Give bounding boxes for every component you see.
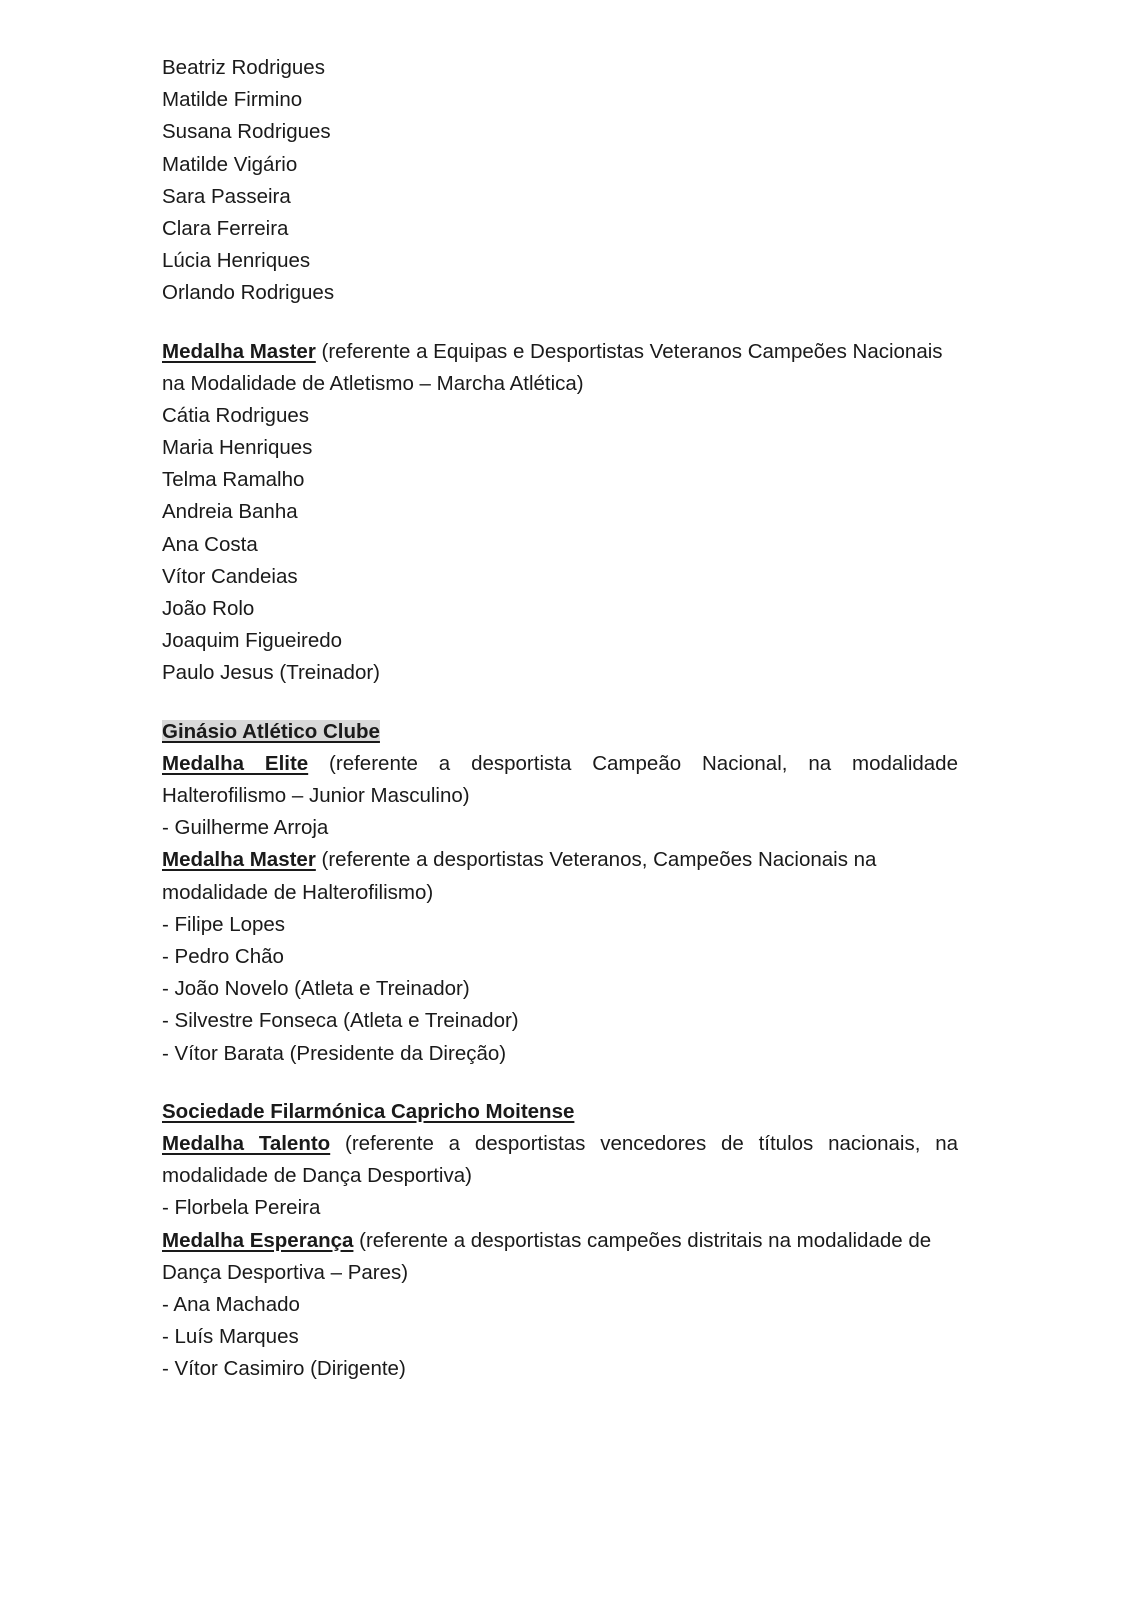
- list-item: Ana Costa: [162, 532, 258, 556]
- list-item: - Ana Machado: [162, 1292, 300, 1316]
- list-item: Maria Henriques: [162, 436, 313, 460]
- list-item: - Vítor Barata (Presidente da Direção): [162, 1041, 507, 1065]
- list-item: Lúcia Henriques: [162, 249, 311, 273]
- master-athletics-section: [162, 336, 958, 690]
- club-heading: Sociedade Filarmónica Capricho Moitense: [162, 1099, 575, 1123]
- club-heading: Ginásio Atlético Clube: [162, 719, 380, 743]
- medal-paragraph: [162, 1128, 958, 1192]
- list-item: Matilde Vigário: [162, 152, 298, 176]
- list-item: Sara Passeira: [162, 184, 291, 208]
- list-item: - Silvestre Fonseca (Atleta e Treinador): [162, 1009, 519, 1033]
- medal-paragraph: [162, 844, 958, 908]
- list-item: Matilde Firmino: [162, 88, 303, 112]
- ginasio-section: [162, 716, 958, 1070]
- medal-title: Medalha Master: [162, 339, 316, 363]
- list-item: João Rolo: [162, 597, 255, 621]
- medal-description: (referente a desportistas Veteranos, Campeões Nacionais na modalidade de Halterofilismo): [162, 848, 877, 904]
- list-item: Cátia Rodrigues: [162, 403, 309, 427]
- medal-description: (referente a desportistas vencedores de títulos nacionais, na modalidade de Dança Desportiva): [162, 1131, 958, 1188]
- medal-description: (referente a desportistas campeões distritais na modalidade de Dança Desportiva – Pares): [162, 1228, 932, 1284]
- list-item: Andreia Banha: [162, 500, 298, 524]
- list-item: - Filipe Lopes: [162, 912, 286, 936]
- list-item: - Pedro Chão: [162, 944, 284, 968]
- list-item: - Vítor Casimiro (Dirigente): [162, 1357, 406, 1381]
- list-item: Vítor Candeias: [162, 564, 298, 588]
- list-item: - João Novelo (Atleta e Treinador): [162, 977, 470, 1001]
- filarmonica-section: [162, 1096, 958, 1386]
- list-item: Orlando Rodrigues: [162, 281, 335, 305]
- list-item: Clara Ferreira: [162, 216, 289, 240]
- list-item: Joaquim Figueiredo: [162, 629, 343, 653]
- medal-title: Medalha Elite: [162, 751, 309, 775]
- medal-description: (referente a desportista Campeão Nacional, na modalidade Halterofilismo – Junior Masculino): [162, 751, 958, 807]
- list-item: Beatriz Rodrigues: [162, 56, 325, 79]
- list-item: Susana Rodrigues: [162, 120, 331, 144]
- medal-paragraph: [162, 748, 958, 812]
- medal-paragraph: [162, 336, 958, 400]
- medal-description: (referente a Equipas e Desportistas Veteranos Campeões Nacionais na Modalidade de Atletismo – Marcha Atlética): [162, 339, 943, 395]
- medal-title: Medalha Esperança: [162, 1228, 354, 1252]
- top-name-list: [162, 52, 958, 310]
- list-item: - Guilherme Arroja: [162, 816, 329, 840]
- list-item: - Florbela Pereira: [162, 1196, 321, 1220]
- list-item: Paulo Jesus (Treinador): [162, 661, 381, 685]
- medal-paragraph: [162, 1225, 958, 1289]
- medal-title: Medalha Master: [162, 848, 316, 872]
- document-page: [162, 52, 958, 1385]
- list-item: - Luís Marques: [162, 1325, 299, 1349]
- list-item: Telma Ramalho: [162, 468, 305, 492]
- medal-title: Medalha Talento: [162, 1131, 331, 1155]
